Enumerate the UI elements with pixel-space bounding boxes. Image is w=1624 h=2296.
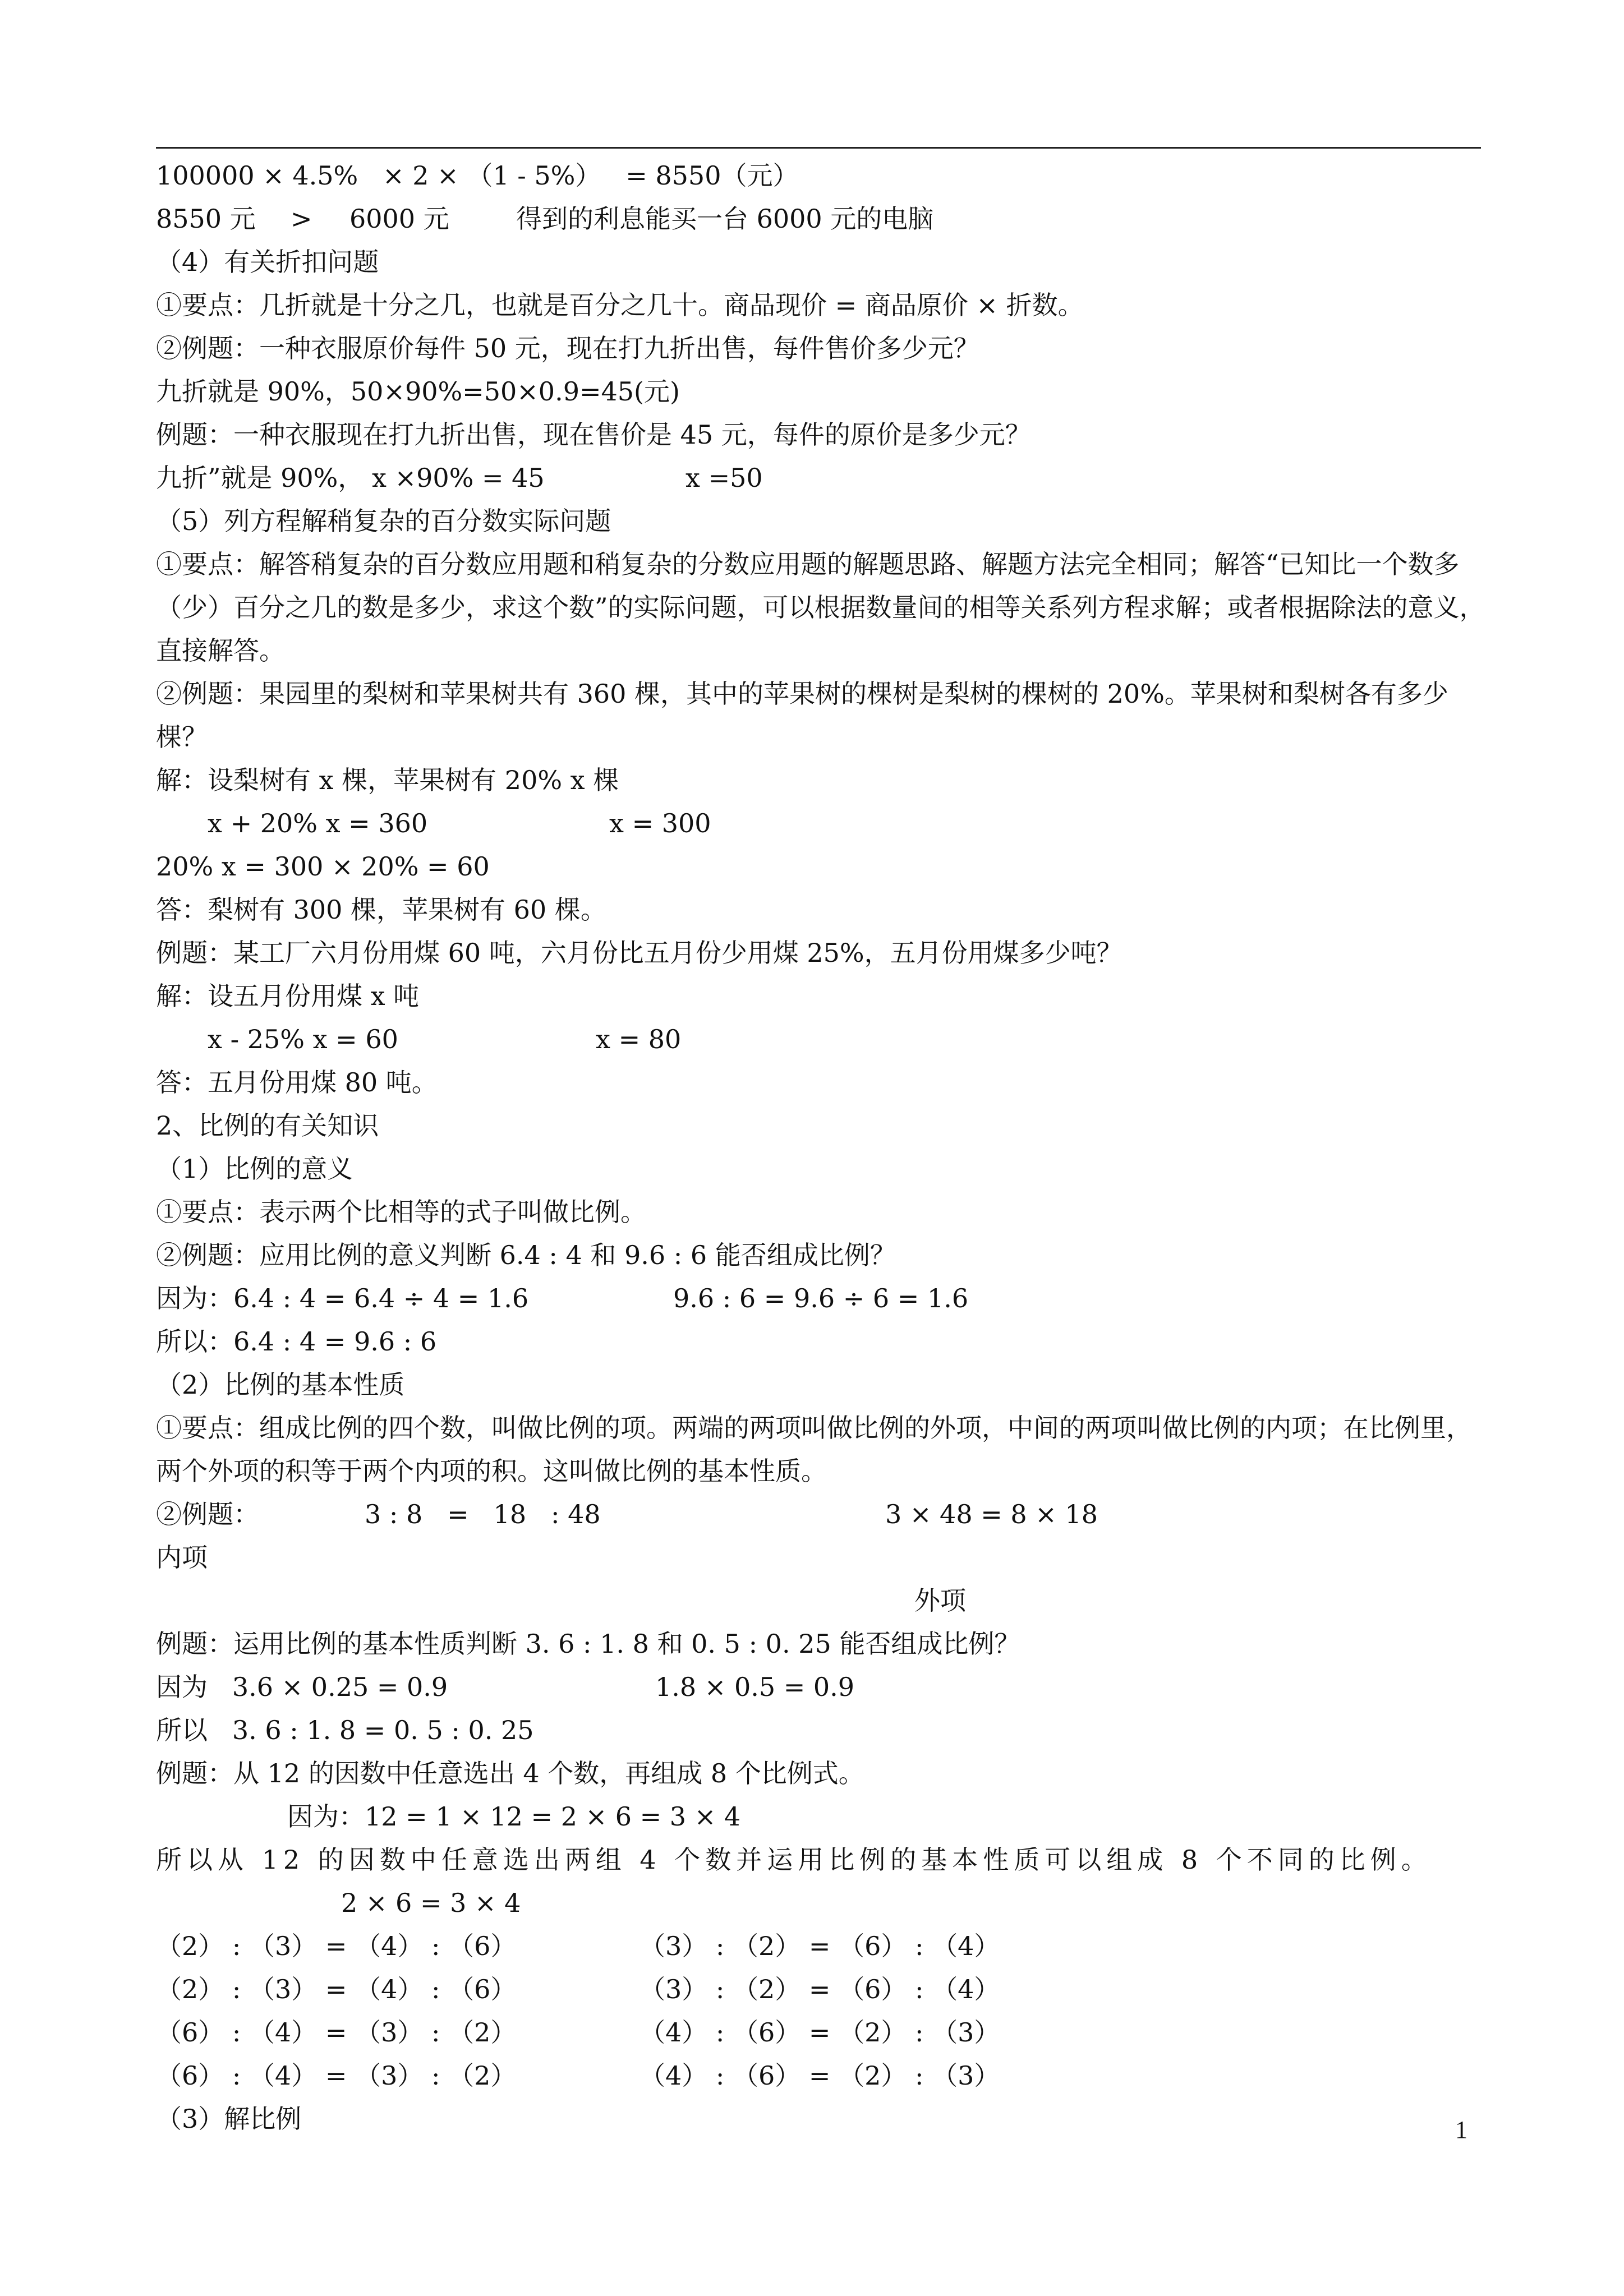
paragraph: ②例题：果园里的梨树和苹果树共有 360 棵，其中的苹果树的棵树是梨树的棵树的 20%。苹果树和梨树各有多少棵？ <box>156 679 1448 752</box>
text-line: 解：设五月份用煤 x 吨 <box>156 981 420 1011</box>
text-line: 例题：运用比例的基本性质判断 3. 6 : 1. 8 和 0. 5 : 0. 25 能否组成比例？ <box>156 1629 1020 1659</box>
text-line: ①要点：几折就是十分之几，也就是百分之几十。商品现价 = 商品原价 × 折数。 <box>156 290 1084 320</box>
proportion-row <box>156 1968 1485 2011</box>
text-fragment: 6000 元 <box>349 204 449 234</box>
text-line: 例题：从 12 的因数中任意选出 4 个数，再组成 8 个比例式。 <box>156 1758 864 1788</box>
page-number: 1 <box>1455 2116 1467 2143</box>
text-line: 答：梨树有 300 棵，苹果树有 60 棵。 <box>156 895 606 925</box>
text-line: ②例题：一种衣服原价每件 50 元，现在打九折出售，每件售价多少元？ <box>156 333 979 363</box>
text-fragment: 九折”就是 90%， x ×90% = 45 <box>156 463 545 493</box>
equation: 1.8 × 0.5 = 0.9 <box>655 1672 855 1702</box>
equation: 2 × 6 = 3 × 4 <box>341 1888 521 1918</box>
text-line: 九折就是 90%，50×90%=50×0.9=45(元) <box>156 376 680 407</box>
proportion: （3） : （2） = （6） : （4） <box>640 1931 1000 1961</box>
equation-line: 所以：6.4 : 4 = 9.6 : 6 <box>156 1326 437 1357</box>
proportion: （2） : （3） = （4） : （6） <box>156 1974 517 2004</box>
equation: x = 300 <box>609 808 711 838</box>
annotation-label: 外项 <box>914 1585 966 1616</box>
text-line: 所以从 12 的因数中任意选出两组 4 个数并运用比例的基本性质可以组成 8 个不同的比例。 <box>156 1845 1432 1875</box>
equation-line <box>156 1018 1485 1061</box>
section-heading: （2）比例的基本性质 <box>156 1370 405 1400</box>
proportion: （2） : （3） = （4） : （6） <box>156 1931 517 1961</box>
equation: x + 20% x = 360 <box>208 808 428 838</box>
equation: 因为：12 = 1 × 12 = 2 × 6 = 3 × 4 <box>287 1801 741 1832</box>
text-fragment: 得到的利息能买一台 6000 元的电脑 <box>516 204 934 234</box>
header-rule <box>156 147 1481 149</box>
equation: x = 80 <box>596 1024 682 1054</box>
proportion: （6） : （4） = （3） : （2） <box>156 2060 517 2091</box>
equation-line <box>156 1493 1485 1536</box>
section-heading: （3）解比例 <box>156 2104 302 2134</box>
annotation-line <box>156 1579 1485 1622</box>
text-line <box>156 197 1485 241</box>
proportion-row <box>156 1925 1485 1968</box>
equation: x - 25% x = 60 <box>208 1024 398 1054</box>
text-line: 例题：某工厂六月份用煤 60 吨，六月份比五月份少用煤 25%，五月份用煤多少吨？ <box>156 938 1122 968</box>
proportion: （6） : （4） = （3） : （2） <box>156 2017 517 2048</box>
text-fragment: x =50 <box>686 463 763 493</box>
text-fragment: ②例题： <box>156 1499 259 1529</box>
text-line: 100000 × 4.5% × 2 × （1 - 5%） = 8550（元） <box>156 160 799 191</box>
text-line: 答：五月份用煤 80 吨。 <box>156 1067 438 1098</box>
equation: 3 × 48 = 8 × 18 <box>885 1499 1098 1529</box>
proportion-row <box>156 2054 1485 2097</box>
equation: 9.6 : 6 = 9.6 ÷ 6 = 1.6 <box>673 1283 969 1313</box>
equation-line: 所以 3. 6 : 1. 8 = 0. 5 : 0. 25 <box>156 1715 534 1745</box>
section-heading: （4）有关折扣问题 <box>156 247 379 277</box>
text-fragment: > <box>291 204 312 234</box>
equation-line <box>156 1277 1485 1320</box>
text-line: ①要点：表示两个比相等的式子叫做比例。 <box>156 1197 646 1227</box>
section-heading: 2、比例的有关知识 <box>156 1110 379 1141</box>
annotation-label: 内项 <box>156 1542 208 1573</box>
equation: 因为 3.6 × 0.25 = 0.9 <box>156 1672 448 1702</box>
proportion: （3） : （2） = （6） : （4） <box>640 1974 1000 2004</box>
proportion: （4） : （6） = （2） : （3） <box>640 2060 1000 2091</box>
equation-line <box>156 1795 1485 1838</box>
text-line: ②例题：应用比例的意义判断 6.4 : 4 和 9.6 : 6 能否组成比例？ <box>156 1240 896 1270</box>
section-heading: （5）列方程解稍复杂的百分数实际问题 <box>156 506 611 536</box>
text-fragment: 8550 元 <box>156 204 256 234</box>
proportion-row <box>156 2011 1485 2054</box>
equation-line: 20% x = 300 × 20% = 60 <box>156 851 490 882</box>
equation-line <box>156 1882 1485 1925</box>
paragraph: ①要点：解答稍复杂的百分数应用题和稍复杂的分数应用题的解题思路、解题方法完全相同；解答“已知比一个数多（少）百分之几的数是多少，求这个数”的实际问题，可以根据数量间的相等关系列方程求解；或者根据除法的意义，直接解答。 <box>156 549 1485 666</box>
text-line: 例题：一种衣服现在打九折出售，现在售价是 45 元，每件的原价是多少元？ <box>156 419 1031 450</box>
text-line: 解：设梨树有 x 棵，苹果树有 20% x 棵 <box>156 765 619 795</box>
equation: 因为：6.4 : 4 = 6.4 ÷ 4 = 1.6 <box>156 1283 529 1313</box>
equation-line <box>156 802 1485 845</box>
paragraph: ①要点：组成比例的四个数，叫做比例的项。两端的两项叫做比例的外项，中间的两项叫做比例的内项；在比例里，两个外项的积等于两个内项的积。这叫做比例的基本性质。 <box>156 1413 1472 1486</box>
text-line <box>156 457 1485 500</box>
equation: 3 : 8 = 18 : 48 <box>365 1499 601 1529</box>
proportion: （4） : （6） = （2） : （3） <box>640 2017 1000 2048</box>
equation-line <box>156 1666 1485 1709</box>
page-content <box>156 154 1485 2141</box>
section-heading: （1）比例的意义 <box>156 1154 353 1184</box>
